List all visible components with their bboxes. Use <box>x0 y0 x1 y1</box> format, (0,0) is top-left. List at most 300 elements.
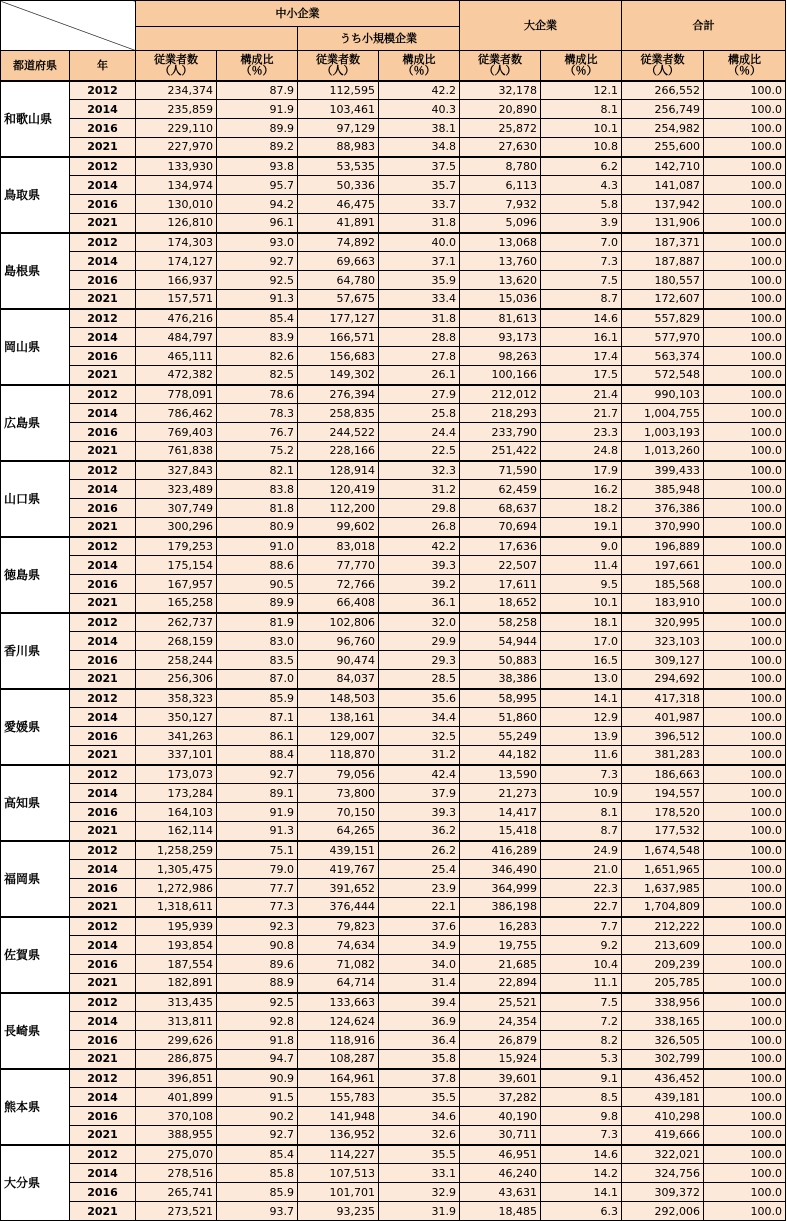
large-pct-cell: 7.3 <box>541 1126 622 1145</box>
sme-cell: 341,263 <box>136 727 217 746</box>
sme-pct-cell: 96.1 <box>217 214 298 233</box>
large-pct-cell: 16.2 <box>541 480 622 499</box>
large-cell: 19,755 <box>460 936 541 955</box>
total-pct-cell: 100.0 <box>704 689 786 708</box>
year-cell: 2012 <box>70 917 136 936</box>
header-employees-unit: （人） <box>159 64 193 78</box>
large-cell: 70,694 <box>460 518 541 537</box>
total-cell: 309,372 <box>622 1183 704 1202</box>
sme-cell: 472,382 <box>136 366 217 385</box>
total-pct-cell: 100.0 <box>704 955 786 974</box>
prefecture-name: 徳島県 <box>1 537 70 613</box>
large-cell: 18,652 <box>460 594 541 613</box>
total-pct-cell: 100.0 <box>704 480 786 499</box>
large-cell: 25,872 <box>460 119 541 138</box>
year-cell: 2014 <box>70 404 136 423</box>
large-pct-cell: 14.1 <box>541 689 622 708</box>
total-pct-cell: 100.0 <box>704 1145 786 1164</box>
total-cell: 209,239 <box>622 955 704 974</box>
sme-pct-cell: 90.8 <box>217 936 298 955</box>
table-row <box>1 499 786 518</box>
large-cell: 71,590 <box>460 461 541 480</box>
year-cell: 2021 <box>70 214 136 233</box>
table-row <box>1 879 786 898</box>
header-year: 年 <box>70 51 136 81</box>
large-cell: 13,590 <box>460 765 541 784</box>
total-cell: 338,165 <box>622 1012 704 1031</box>
large-cell: 55,249 <box>460 727 541 746</box>
table-header <box>1 1 786 81</box>
small-cell: 376,444 <box>298 898 379 917</box>
small-pct-cell: 37.5 <box>379 157 460 176</box>
small-cell: 79,823 <box>298 917 379 936</box>
header-sme: 中小企業 <box>136 1 460 27</box>
sme-pct-cell: 83.9 <box>217 328 298 347</box>
sme-cell: 234,374 <box>136 81 217 100</box>
year-cell: 2012 <box>70 689 136 708</box>
sme-cell: 388,955 <box>136 1126 217 1145</box>
sme-pct-cell: 88.6 <box>217 556 298 575</box>
table-row <box>1 309 786 328</box>
total-pct-cell: 100.0 <box>704 879 786 898</box>
year-cell: 2014 <box>70 328 136 347</box>
table-row <box>1 271 786 290</box>
total-cell: 557,829 <box>622 309 704 328</box>
sme-pct-cell: 91.0 <box>217 537 298 556</box>
year-cell: 2012 <box>70 993 136 1012</box>
year-cell: 2012 <box>70 157 136 176</box>
sme-pct-cell: 82.6 <box>217 347 298 366</box>
large-pct-cell: 7.3 <box>541 252 622 271</box>
sme-cell: 164,103 <box>136 803 217 822</box>
total-pct-cell: 100.0 <box>704 537 786 556</box>
total-pct-cell: 100.0 <box>704 936 786 955</box>
total-pct-cell: 100.0 <box>704 974 786 993</box>
year-cell: 2016 <box>70 1031 136 1050</box>
small-cell: 74,892 <box>298 233 379 252</box>
large-pct-cell: 8.2 <box>541 1031 622 1050</box>
small-cell: 112,200 <box>298 499 379 518</box>
year-cell: 2016 <box>70 499 136 518</box>
sme-pct-cell: 88.9 <box>217 974 298 993</box>
total-pct-cell: 100.0 <box>704 993 786 1012</box>
header-ratio-unit: （％） <box>564 64 598 78</box>
table-row <box>1 423 786 442</box>
header-small-ratio <box>379 51 460 81</box>
large-pct-cell: 17.9 <box>541 461 622 480</box>
prefecture-name: 福岡県 <box>1 841 70 917</box>
sme-pct-cell: 89.6 <box>217 955 298 974</box>
year-cell: 2021 <box>70 974 136 993</box>
small-cell: 53,535 <box>298 157 379 176</box>
header-ratio-label: 構成比 <box>564 53 598 67</box>
total-cell: 401,987 <box>622 708 704 727</box>
total-pct-cell: 100.0 <box>704 404 786 423</box>
sme-cell: 465,111 <box>136 347 217 366</box>
year-cell: 2016 <box>70 347 136 366</box>
sme-pct-cell: 89.9 <box>217 119 298 138</box>
large-cell: 58,995 <box>460 689 541 708</box>
total-pct-cell: 100.0 <box>704 176 786 195</box>
prefecture-name: 佐賀県 <box>1 917 70 993</box>
small-cell: 71,082 <box>298 955 379 974</box>
small-cell: 72,766 <box>298 575 379 594</box>
small-cell: 419,767 <box>298 860 379 879</box>
total-cell: 1,704,809 <box>622 898 704 917</box>
sme-pct-cell: 91.8 <box>217 1031 298 1050</box>
total-pct-cell: 100.0 <box>704 1088 786 1107</box>
large-cell: 13,620 <box>460 271 541 290</box>
sme-pct-cell: 87.9 <box>217 81 298 100</box>
header-employees-unit: （人） <box>321 64 355 78</box>
total-cell: 410,298 <box>622 1107 704 1126</box>
large-cell: 98,263 <box>460 347 541 366</box>
small-pct-cell: 28.5 <box>379 670 460 689</box>
sme-pct-cell: 90.9 <box>217 1069 298 1088</box>
year-cell: 2012 <box>70 613 136 632</box>
total-cell: 1,674,548 <box>622 841 704 860</box>
sme-cell: 265,741 <box>136 1183 217 1202</box>
year-cell: 2014 <box>70 556 136 575</box>
small-cell: 128,914 <box>298 461 379 480</box>
year-cell: 2014 <box>70 176 136 195</box>
sme-pct-cell: 85.9 <box>217 689 298 708</box>
table-row <box>1 556 786 575</box>
total-cell: 196,889 <box>622 537 704 556</box>
header-small: うち小規模企業 <box>298 27 460 51</box>
sme-cell: 786,462 <box>136 404 217 423</box>
total-pct-cell: 100.0 <box>704 100 786 119</box>
sme-cell: 227,970 <box>136 138 217 157</box>
sme-pct-cell: 91.3 <box>217 290 298 309</box>
year-cell: 2016 <box>70 879 136 898</box>
large-pct-cell: 8.5 <box>541 1088 622 1107</box>
small-pct-cell: 35.9 <box>379 271 460 290</box>
small-cell: 258,835 <box>298 404 379 423</box>
small-cell: 70,150 <box>298 803 379 822</box>
header-employees-unit: （人） <box>483 64 517 78</box>
total-cell: 323,103 <box>622 632 704 651</box>
total-cell: 131,906 <box>622 214 704 233</box>
large-pct-cell: 14.1 <box>541 1183 622 1202</box>
table-row <box>1 138 786 157</box>
prefecture-name: 広島県 <box>1 385 70 461</box>
total-pct-cell: 100.0 <box>704 556 786 575</box>
sme-cell: 130,010 <box>136 195 217 214</box>
large-cell: 17,636 <box>460 537 541 556</box>
header-total-employees <box>622 51 704 81</box>
total-pct-cell: 100.0 <box>704 708 786 727</box>
total-cell: 396,512 <box>622 727 704 746</box>
total-cell: 294,692 <box>622 670 704 689</box>
table-row <box>1 860 786 879</box>
small-pct-cell: 22.5 <box>379 442 460 461</box>
year-cell: 2016 <box>70 727 136 746</box>
small-pct-cell: 37.1 <box>379 252 460 271</box>
small-cell: 77,770 <box>298 556 379 575</box>
year-cell: 2016 <box>70 1183 136 1202</box>
sme-pct-cell: 95.7 <box>217 176 298 195</box>
total-cell: 320,995 <box>622 613 704 632</box>
sme-pct-cell: 91.5 <box>217 1088 298 1107</box>
large-cell: 46,240 <box>460 1164 541 1183</box>
year-cell: 2012 <box>70 81 136 100</box>
table-row <box>1 290 786 309</box>
small-pct-cell: 39.3 <box>379 803 460 822</box>
header-employees-unit: （人） <box>646 64 679 78</box>
small-pct-cell: 26.2 <box>379 841 460 860</box>
small-cell: 439,151 <box>298 841 379 860</box>
sme-cell: 175,154 <box>136 556 217 575</box>
large-cell: 6,113 <box>460 176 541 195</box>
sme-cell: 761,838 <box>136 442 217 461</box>
total-pct-cell: 100.0 <box>704 594 786 613</box>
large-pct-cell: 9.1 <box>541 1069 622 1088</box>
table-row <box>1 1088 786 1107</box>
total-cell: 302,799 <box>622 1050 704 1069</box>
sme-cell: 396,851 <box>136 1069 217 1088</box>
sme-pct-cell: 83.5 <box>217 651 298 670</box>
large-cell: 27,630 <box>460 138 541 157</box>
year-cell: 2014 <box>70 632 136 651</box>
small-pct-cell: 31.2 <box>379 480 460 499</box>
total-pct-cell: 100.0 <box>704 613 786 632</box>
total-pct-cell: 100.0 <box>704 822 786 841</box>
prefecture-name: 和歌山県 <box>1 81 70 157</box>
table-row <box>1 214 786 233</box>
small-pct-cell: 31.8 <box>379 309 460 328</box>
total-pct-cell: 100.0 <box>704 670 786 689</box>
large-pct-cell: 10.9 <box>541 784 622 803</box>
small-pct-cell: 42.4 <box>379 765 460 784</box>
sme-cell: 174,127 <box>136 252 217 271</box>
total-cell: 572,548 <box>622 366 704 385</box>
small-pct-cell: 35.7 <box>379 176 460 195</box>
large-pct-cell: 16.1 <box>541 328 622 347</box>
small-pct-cell: 29.3 <box>379 651 460 670</box>
table-row <box>1 993 786 1012</box>
sme-pct-cell: 75.1 <box>217 841 298 860</box>
small-pct-cell: 27.9 <box>379 385 460 404</box>
total-cell: 1,003,193 <box>622 423 704 442</box>
large-cell: 16,283 <box>460 917 541 936</box>
year-cell: 2016 <box>70 271 136 290</box>
small-cell: 129,007 <box>298 727 379 746</box>
large-cell: 8,780 <box>460 157 541 176</box>
total-pct-cell: 100.0 <box>704 81 786 100</box>
prefecture-name: 岡山県 <box>1 309 70 385</box>
sme-pct-cell: 85.4 <box>217 1145 298 1164</box>
sme-cell: 229,110 <box>136 119 217 138</box>
total-pct-cell: 100.0 <box>704 157 786 176</box>
total-cell: 309,127 <box>622 651 704 670</box>
small-pct-cell: 37.6 <box>379 917 460 936</box>
year-cell: 2012 <box>70 537 136 556</box>
large-cell: 62,459 <box>460 480 541 499</box>
small-cell: 79,056 <box>298 765 379 784</box>
sme-cell: 174,303 <box>136 233 217 252</box>
small-cell: 118,870 <box>298 746 379 765</box>
total-pct-cell: 100.0 <box>704 1050 786 1069</box>
total-cell: 399,433 <box>622 461 704 480</box>
large-cell: 22,507 <box>460 556 541 575</box>
large-cell: 20,890 <box>460 100 541 119</box>
small-cell: 57,675 <box>298 290 379 309</box>
sme-pct-cell: 77.3 <box>217 898 298 917</box>
sme-cell: 173,284 <box>136 784 217 803</box>
sme-pct-cell: 76.7 <box>217 423 298 442</box>
large-pct-cell: 22.3 <box>541 879 622 898</box>
large-pct-cell: 7.0 <box>541 233 622 252</box>
sme-pct-cell: 85.9 <box>217 1183 298 1202</box>
year-cell: 2014 <box>70 936 136 955</box>
year-cell: 2014 <box>70 1012 136 1031</box>
total-cell: 197,661 <box>622 556 704 575</box>
total-cell: 419,666 <box>622 1126 704 1145</box>
total-pct-cell: 100.0 <box>704 442 786 461</box>
total-cell: 417,318 <box>622 689 704 708</box>
large-pct-cell: 3.9 <box>541 214 622 233</box>
prefecture-name: 大分県 <box>1 1145 70 1221</box>
year-cell: 2021 <box>70 1202 136 1221</box>
year-cell: 2021 <box>70 822 136 841</box>
large-cell: 50,883 <box>460 651 541 670</box>
sme-cell: 286,875 <box>136 1050 217 1069</box>
total-pct-cell: 100.0 <box>704 195 786 214</box>
large-pct-cell: 21.0 <box>541 860 622 879</box>
header-employees-label: 従業者数 <box>478 53 522 67</box>
year-cell: 2014 <box>70 480 136 499</box>
sme-cell: 307,749 <box>136 499 217 518</box>
header-ratio-unit: （％） <box>728 64 761 78</box>
total-pct-cell: 100.0 <box>704 290 786 309</box>
large-cell: 212,012 <box>460 385 541 404</box>
table-row <box>1 328 786 347</box>
sme-pct-cell: 90.2 <box>217 1107 298 1126</box>
table-row <box>1 442 786 461</box>
large-pct-cell: 12.1 <box>541 81 622 100</box>
sme-pct-cell: 91.9 <box>217 803 298 822</box>
prefecture-name: 熊本県 <box>1 1069 70 1145</box>
year-cell: 2016 <box>70 803 136 822</box>
small-pct-cell: 37.9 <box>379 784 460 803</box>
total-cell: 187,887 <box>622 252 704 271</box>
total-pct-cell: 100.0 <box>704 1183 786 1202</box>
large-cell: 17,611 <box>460 575 541 594</box>
small-cell: 66,408 <box>298 594 379 613</box>
total-cell: 577,970 <box>622 328 704 347</box>
large-pct-cell: 17.0 <box>541 632 622 651</box>
small-pct-cell: 22.1 <box>379 898 460 917</box>
large-cell: 233,790 <box>460 423 541 442</box>
year-cell: 2014 <box>70 784 136 803</box>
table-row <box>1 1202 786 1221</box>
table-row <box>1 119 786 138</box>
sme-pct-cell: 92.5 <box>217 271 298 290</box>
small-pct-cell: 31.9 <box>379 1202 460 1221</box>
sme-pct-cell: 92.3 <box>217 917 298 936</box>
large-cell: 44,182 <box>460 746 541 765</box>
large-cell: 26,879 <box>460 1031 541 1050</box>
sme-pct-cell: 93.0 <box>217 233 298 252</box>
small-pct-cell: 32.9 <box>379 1183 460 1202</box>
prefecture-name: 愛媛県 <box>1 689 70 765</box>
small-pct-cell: 35.5 <box>379 1145 460 1164</box>
small-cell: 107,513 <box>298 1164 379 1183</box>
small-pct-cell: 34.4 <box>379 708 460 727</box>
total-pct-cell: 100.0 <box>704 461 786 480</box>
sme-cell: 256,306 <box>136 670 217 689</box>
sme-pct-cell: 93.7 <box>217 1202 298 1221</box>
table-row <box>1 708 786 727</box>
table-row <box>1 461 786 480</box>
header-sme-ratio <box>217 51 298 81</box>
small-cell: 41,891 <box>298 214 379 233</box>
large-pct-cell: 7.5 <box>541 993 622 1012</box>
small-cell: 276,394 <box>298 385 379 404</box>
sme-pct-cell: 75.2 <box>217 442 298 461</box>
large-pct-cell: 12.9 <box>541 708 622 727</box>
table-body <box>1 81 786 1221</box>
table-row <box>1 803 786 822</box>
small-cell: 99,602 <box>298 518 379 537</box>
total-cell: 322,021 <box>622 1145 704 1164</box>
total-cell: 1,637,985 <box>622 879 704 898</box>
sme-cell: 193,854 <box>136 936 217 955</box>
total-cell: 256,749 <box>622 100 704 119</box>
small-cell: 96,760 <box>298 632 379 651</box>
sme-cell: 182,891 <box>136 974 217 993</box>
small-pct-cell: 36.9 <box>379 1012 460 1031</box>
sme-pct-cell: 85.8 <box>217 1164 298 1183</box>
small-pct-cell: 29.8 <box>379 499 460 518</box>
header-ratio-unit: （％） <box>240 64 274 78</box>
table-row <box>1 1145 786 1164</box>
prefecture-name: 島根県 <box>1 233 70 309</box>
total-pct-cell: 100.0 <box>704 1164 786 1183</box>
total-cell: 213,609 <box>622 936 704 955</box>
small-pct-cell: 35.5 <box>379 1088 460 1107</box>
sme-cell: 476,216 <box>136 309 217 328</box>
year-cell: 2021 <box>70 366 136 385</box>
large-pct-cell: 21.7 <box>541 404 622 423</box>
small-pct-cell: 39.4 <box>379 993 460 1012</box>
sme-cell: 313,811 <box>136 1012 217 1031</box>
sme-cell: 358,323 <box>136 689 217 708</box>
small-cell: 391,652 <box>298 879 379 898</box>
total-pct-cell: 100.0 <box>704 1202 786 1221</box>
small-pct-cell: 35.8 <box>379 1050 460 1069</box>
table-row <box>1 404 786 423</box>
small-pct-cell: 36.2 <box>379 822 460 841</box>
total-cell: 183,910 <box>622 594 704 613</box>
total-pct-cell: 100.0 <box>704 1069 786 1088</box>
sme-cell: 275,070 <box>136 1145 217 1164</box>
small-pct-cell: 36.4 <box>379 1031 460 1050</box>
year-cell: 2021 <box>70 670 136 689</box>
small-pct-cell: 38.1 <box>379 119 460 138</box>
large-pct-cell: 24.9 <box>541 841 622 860</box>
sme-cell: 337,101 <box>136 746 217 765</box>
prefecture-name: 山口県 <box>1 461 70 537</box>
small-cell: 155,783 <box>298 1088 379 1107</box>
total-cell: 178,520 <box>622 803 704 822</box>
large-pct-cell: 9.8 <box>541 1107 622 1126</box>
large-pct-cell: 11.4 <box>541 556 622 575</box>
small-pct-cell: 32.6 <box>379 1126 460 1145</box>
small-cell: 64,714 <box>298 974 379 993</box>
sme-cell: 484,797 <box>136 328 217 347</box>
